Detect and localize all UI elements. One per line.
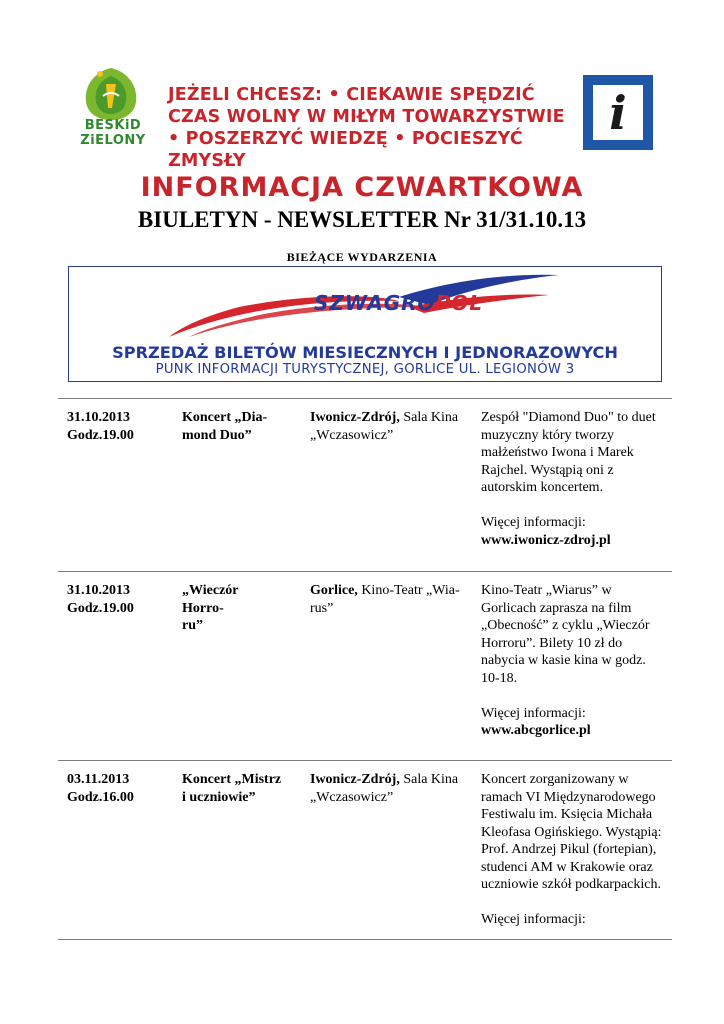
event-title	[182, 771, 282, 806]
event-date	[67, 582, 172, 617]
info-icon: i	[593, 85, 643, 140]
event-date-day: 03.11.2013	[67, 772, 130, 787]
events-table	[58, 398, 672, 940]
banner-headline: SPRZEDAŻ BILETÓW MIESIECZNYCH I JEDNORAZOWYCH	[112, 343, 618, 362]
event-date-time: Godz.19.00	[67, 600, 134, 616]
logo-text	[80, 118, 146, 148]
event-desc-line: 10-18.	[481, 670, 518, 686]
event-title-line: Koncert „Mistrz	[182, 772, 282, 787]
event-desc-line: „Obecność” z cyklu „Wieczór	[481, 618, 650, 633]
event-desc-line: Zespół "Diamond Duo" to duet	[481, 410, 656, 425]
more-info-link[interactable]: www.abcgorlice.pl	[481, 723, 591, 738]
event-place-city: Gorlice,	[310, 583, 358, 598]
event-place-city: Iwonicz-Zdrój,	[310, 772, 400, 787]
event-date-time: Godz.16.00	[67, 789, 134, 805]
event-desc-line: Koncert zorganizowany w	[481, 772, 629, 787]
event-desc-line: Kleofasa Ogińskiego. Wystąpią:	[481, 824, 662, 840]
newsletter-subtitle: BIULETYN - NEWSLETTER Nr 31/31.10.13	[137, 207, 587, 232]
table-row	[58, 571, 672, 760]
more-info-label: Więcej informacji:	[481, 515, 586, 530]
banner-address: PUNK INFORMACJI TURYSTYCZNEJ, GORLICE UL. LEGIONÓW 3	[155, 362, 575, 377]
event-title-line: „Wieczór Horro-	[182, 583, 239, 616]
event-title-line: Koncert „Dia-	[182, 410, 268, 425]
event-place	[310, 409, 470, 444]
event-date-day: 31.10.2013	[67, 410, 130, 425]
event-title	[182, 409, 282, 444]
event-place-venue-line2: „Wczasowicz”	[310, 427, 394, 443]
event-place-venue-line2: rus”	[310, 600, 334, 616]
event-description	[481, 771, 671, 929]
logo-text-line-1: BESKiD	[84, 118, 142, 133]
szwagropol-banner	[68, 266, 662, 382]
event-desc-line: Prof. Andrzej Pikul (fortepian),	[481, 842, 657, 857]
slogan	[168, 84, 568, 172]
table-row	[58, 760, 672, 940]
event-desc-line: Gorlicach zaprasza na film	[481, 600, 632, 616]
event-desc-line: nabycia w kasie kina w godz.	[481, 653, 646, 668]
event-desc-line: Horroru”. Bilety 10 zł do	[481, 635, 623, 651]
brand-logo	[314, 291, 483, 315]
event-desc-line: małżeństwo Iwona i Marek	[481, 445, 634, 460]
event-title-line: i uczniowie”	[182, 789, 256, 805]
more-info-label: Więcej informacji:	[481, 912, 586, 927]
event-title-line: ru”	[182, 618, 203, 633]
event-title	[182, 582, 282, 635]
event-date-time: Godz.19.00	[67, 427, 134, 443]
event-place-city: Iwonicz-Zdrój,	[310, 410, 400, 425]
brand-name-part-1: SZWAGRO	[314, 291, 436, 315]
event-desc-line: Kino-Teatr „Wiarus” w	[481, 583, 612, 598]
event-desc-line: muzyczny który tworzy	[481, 427, 614, 443]
slogan-line-2: CZAS WOLNY W MIŁYM TOWARZYSTWIE	[168, 107, 565, 127]
event-date	[67, 771, 172, 806]
more-info-label: Więcej informacji:	[481, 705, 586, 721]
tourist-info-sign	[583, 75, 653, 150]
slogan-line-1: JEŻELI CHCESZ: • CIEKAWIE SPĘDZIĆ	[168, 85, 535, 105]
event-desc-line: autorskim koncertem.	[481, 480, 604, 495]
event-date	[67, 409, 172, 444]
event-desc-line: uczniowie szkół podkarpackich.	[481, 877, 661, 892]
page-header	[0, 0, 724, 170]
logo-text-line-2: ZiELONY	[80, 133, 146, 148]
event-date-day: 31.10.2013	[67, 583, 130, 598]
section-label: BIEŻĄCE WYDARZENIA	[286, 250, 438, 264]
event-description	[481, 582, 671, 740]
event-place-venue-line2: „Wczasowicz”	[310, 789, 394, 805]
event-desc-line: Rajchel. Wystąpią oni z	[481, 462, 614, 478]
page-title: INFORMACJA CZWARTKOWA	[140, 172, 584, 203]
event-place	[310, 582, 470, 617]
event-desc-line: Festiwalu im. Księcia Michała	[481, 807, 653, 822]
slogan-line-3: • POSZERZYĆ WIEDZĘ • POCIESZYĆ ZMYSŁY	[168, 129, 523, 171]
table-row	[58, 398, 672, 571]
more-info-link[interactable]: www.iwonicz-zdroj.pl	[481, 532, 611, 548]
event-desc-line: studenci AM w Krakowie oraz	[481, 859, 653, 875]
event-description	[481, 409, 671, 549]
event-place-venue: Sala Kina	[399, 410, 459, 425]
brand-name-part-2: POL	[435, 291, 483, 315]
event-place	[310, 771, 470, 806]
event-title-line: mond Duo”	[182, 427, 252, 443]
event-place-venue: Kino-Teatr „Wia-	[357, 583, 460, 598]
event-place-venue: Sala Kina	[399, 772, 459, 787]
event-desc-line: ramach VI Międzynarodowego	[481, 789, 656, 805]
